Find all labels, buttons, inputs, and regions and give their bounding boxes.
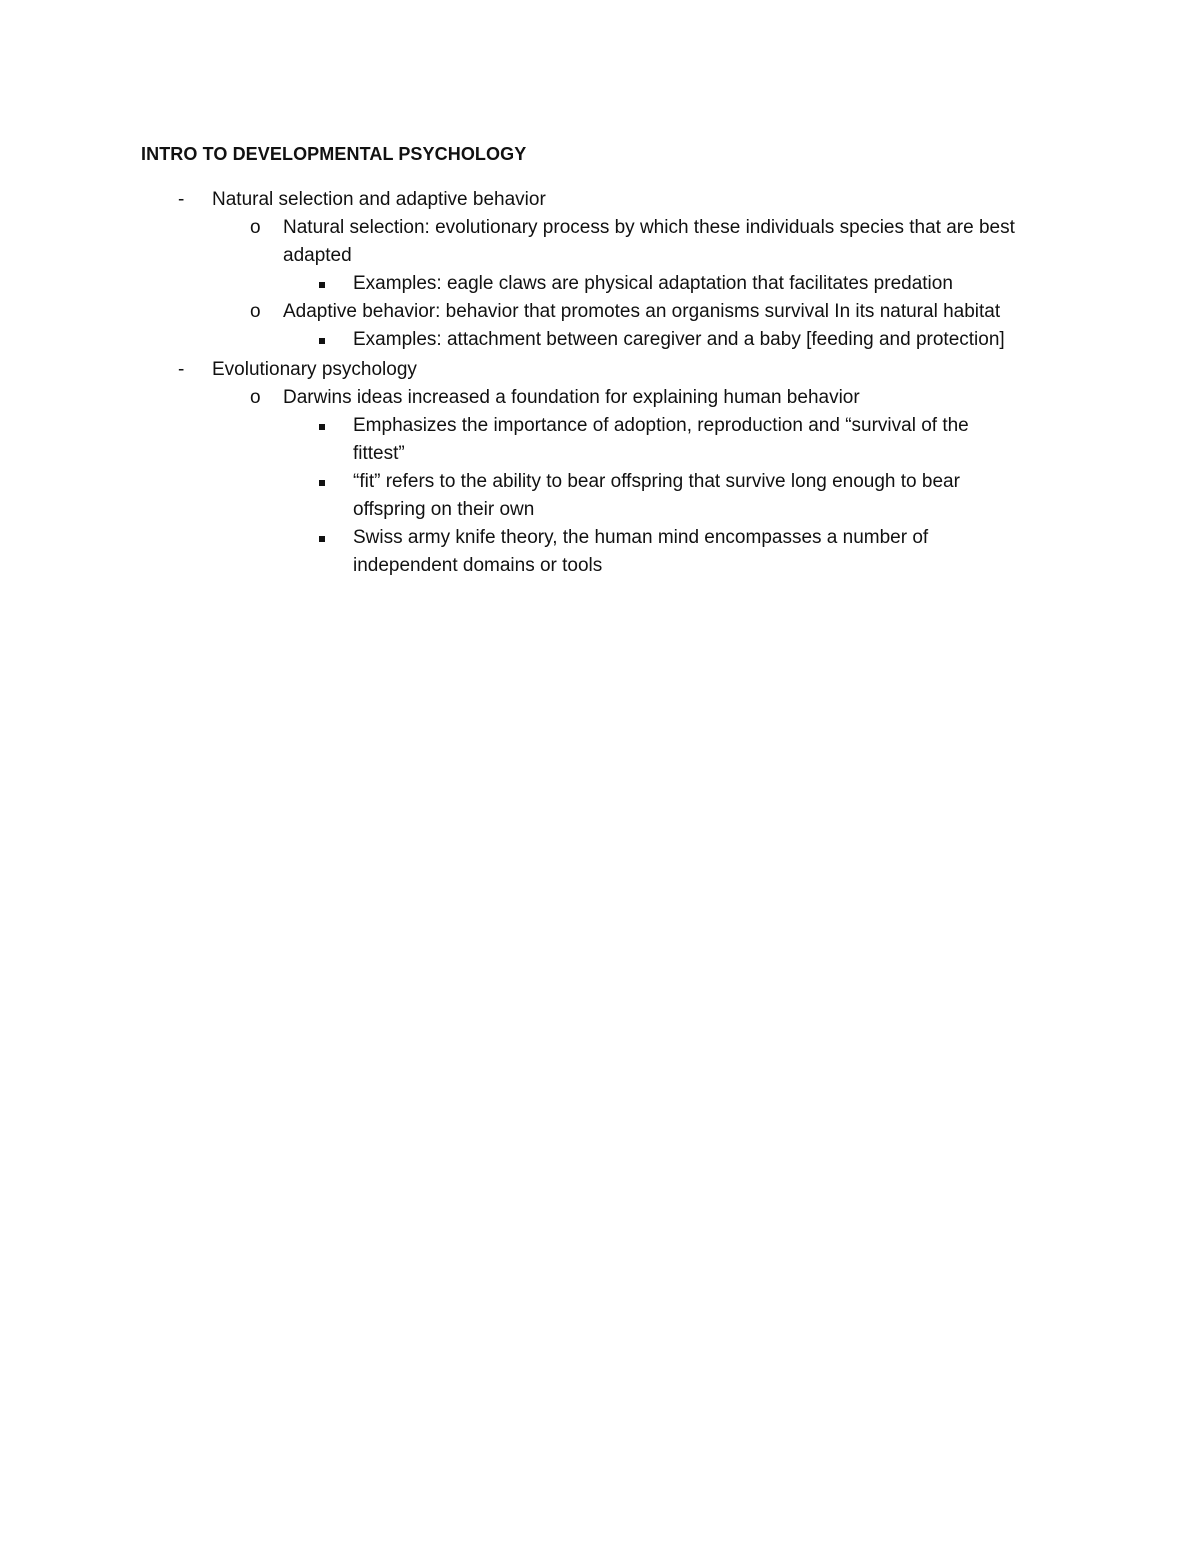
list-subitem-text: Emphasizes the importance of adoption, reproduction and “survival of the (353, 415, 969, 436)
list-subitem-text: independent domains or tools (353, 555, 603, 576)
square-bullet-icon (319, 480, 325, 486)
dash-bullet: - (178, 359, 185, 380)
section-heading: Evolutionary psychology (212, 359, 417, 380)
square-bullet-icon (319, 424, 325, 430)
circle-bullet: o (250, 217, 261, 238)
list-subitem-text: Swiss army knife theory, the human mind encompasses a number of (353, 527, 929, 548)
list-subitem-text: “fit” refers to the ability to bear offspring that survive long enough to bear (353, 471, 960, 492)
square-bullet-icon (319, 536, 325, 542)
list-subitem-text: Examples: attachment between caregiver and a baby [feeding and protection] (353, 329, 1005, 350)
list-subitem-text: Examples: eagle claws are physical adaptation that facilitates predation (353, 273, 953, 294)
list-subitem-text: fittest” (353, 443, 405, 464)
circle-bullet: o (250, 387, 261, 408)
list-subitem-text: offspring on their own (353, 499, 535, 520)
list-item-text: Natural selection: evolutionary process by which these individuals species that are best (283, 217, 1015, 238)
document-title: INTRO TO DEVELOPMENTAL PSYCHOLOGY (141, 144, 527, 164)
square-bullet-icon (319, 338, 325, 344)
circle-bullet: o (250, 301, 261, 322)
list-item-text: Adaptive behavior: behavior that promotes an organisms survival In its natural habitat (283, 301, 1001, 322)
square-bullet-icon (319, 282, 325, 288)
section-heading: Natural selection and adaptive behavior (212, 189, 546, 210)
dash-bullet: - (178, 189, 185, 210)
list-item-text: adapted (283, 245, 352, 266)
list-item-text: Darwins ideas increased a foundation for explaining human behavior (283, 387, 860, 408)
